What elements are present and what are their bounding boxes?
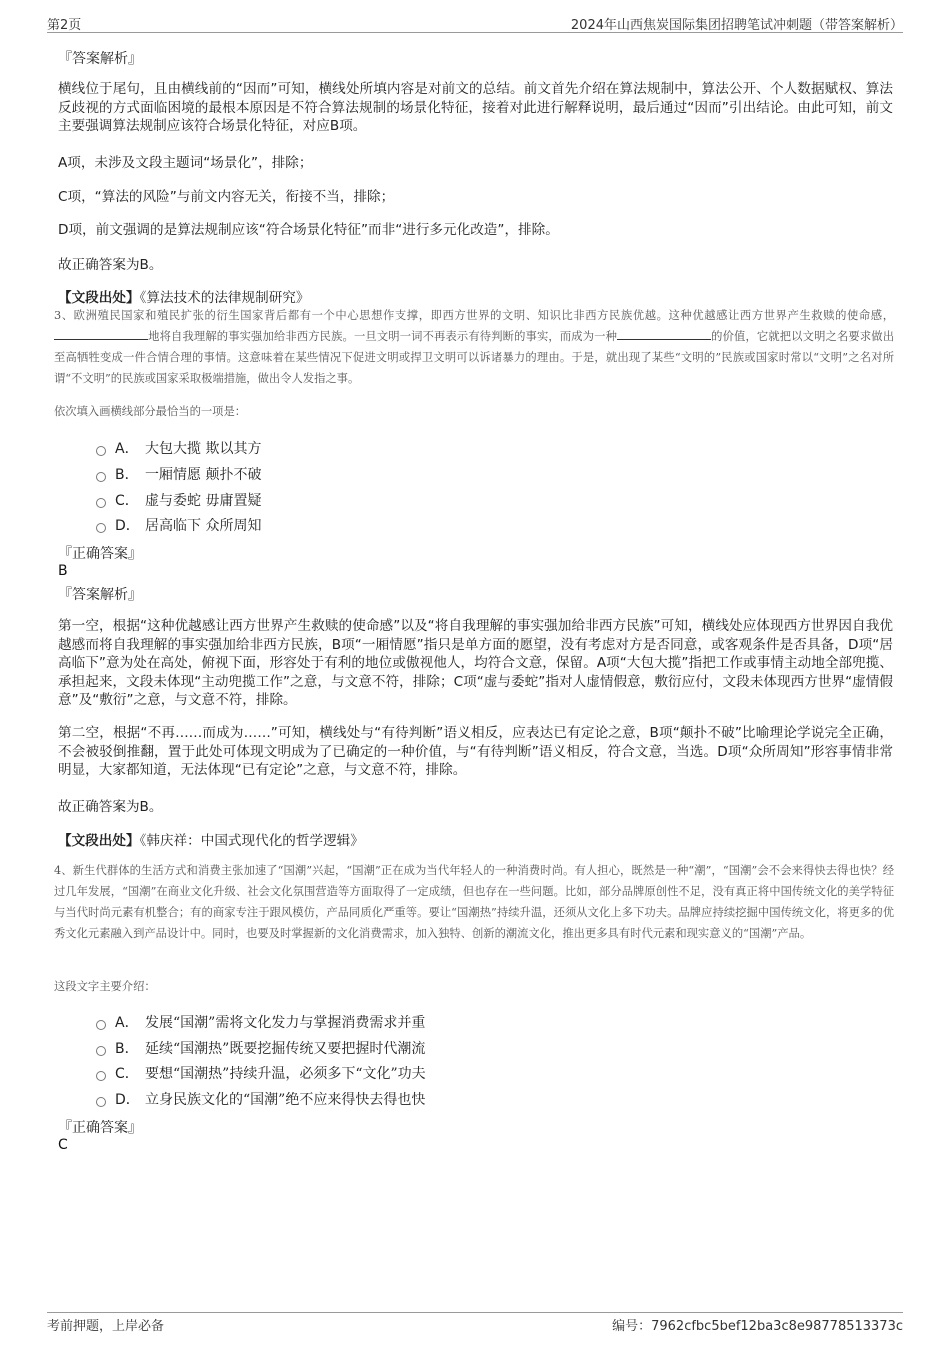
q3-analysis-1: 第一空，根据“这种优越感让西方世界产生救赎的使命感”以及“将自我理解的事实强加给非西方民族”可知，横线处应体现西方世界因自我优越感而将自我理解的事实强加给非西方民族，B项“一厢情愿”指只是单方面的愿望，没有考虑对方是否同意，或客观条件是否具备，D项“居高临下”意为处在高处，俯视下面，形容处于有利的地位或傲视他人，均符合文意，保留。A项“大包大揽”指把工作或事情主动地全部兜揽、承担起来，文段未体现“主动兜揽工作”之意，与文意不符，排除；C项“虚与委蛇”指对人虚情假意，敷衍应付，文段未体现西方世界“虚情假意”及“敷衍”之意，与文意不符，排除。 — [58, 618, 893, 708]
page-number: 第2页 — [47, 18, 82, 33]
q2-source — [58, 286, 309, 306]
q3-text-part1: 3、欧洲殖民国家和殖民扩张的衍生国家背后都有一个中心思想作支撑，即西方世界的文明、知识比非西方民族优越。这种优越感让西方世界产生救赎的使命感， — [54, 309, 894, 322]
page-footer — [47, 1312, 903, 1333]
radio-icon[interactable] — [96, 498, 106, 508]
radio-icon[interactable] — [96, 446, 106, 456]
q3-prompt: 依次填入画横线部分最恰当的一项是： — [54, 405, 247, 418]
document-code: 编号：7962cfbc5bef12ba3c8e98778513373c — [612, 1319, 903, 1334]
q3-option-d[interactable]: D． 居高临下 众所周知 — [96, 515, 261, 535]
radio-icon[interactable] — [96, 1046, 106, 1056]
q4-answer: C — [58, 1137, 68, 1153]
q4-prompt: 这段文字主要介绍： — [54, 980, 156, 993]
q3-answer: B — [58, 563, 68, 579]
q2-option-a-note: A项，未涉及文段主题词“场景化”，排除； — [58, 155, 313, 171]
q2-option-c-note: C项，“算法的风险”与前文内容无关，衔接不当，排除； — [58, 189, 395, 205]
radio-icon[interactable] — [96, 1020, 106, 1030]
page-header — [47, 12, 903, 33]
q3-answer-tag: 『正确答案』 — [58, 546, 142, 562]
q4-option-c[interactable]: C． 要想“国潮热”持续升温，必须多下“文化”功夫 — [96, 1063, 426, 1083]
footer-slogan: 考前押题，上岸必备 — [47, 1319, 165, 1334]
q3-source — [58, 829, 364, 849]
q3-option-c[interactable]: C． 虚与委蛇 毋庸置疑 — [96, 490, 261, 510]
document-title: 2024年山西焦炭国际集团招聘笔试冲刺题（带答案解析） — [570, 18, 903, 33]
q3-text-part3: 的价值，它就把以文明之名要求做出至高牺牲变成一件合情合理的事情。这意味着在某些情况下促进文明或捍卫文明可以诉诸暴力的理由。于是，就出现了某些“文明的”民族或国家时常以“文明”之名对所谓“不文明”的民族或国家采取极端措施，做出令人发指之事。 — [54, 330, 894, 385]
radio-icon[interactable] — [96, 1097, 106, 1107]
q3-source-label: 【文段出处】 — [58, 833, 140, 849]
q3-blank-1 — [54, 327, 148, 340]
q3-conclusion: 故正确答案为B。 — [58, 799, 163, 815]
radio-icon[interactable] — [96, 472, 106, 482]
q2-option-d-note: D项，前文强调的是算法规制应该“符合场景化特征”而非“进行多元化改造”，排除。 — [58, 222, 559, 238]
q4-question-text: 4、新生代群体的生活方式和消费主张加速了“国潮”兴起，“国潮”正在成为当代年轻人的一种消费时尚。有人担心，既然是一种“潮”，“国潮”会不会来得快去得也快？经过几年发展，“国潮”在商业文化升级、社会文化氛围营造等方面取得了一定成绩，但也存在一些问题。比如，部分品牌原创性不足，没有真正将中国传统文化的美学特征与当代时尚元素有机整合；有的商家专注于跟风模仿，产品同质化严重等。要让“国潮热”持续升温，还须从文化上多下功夫。品牌应持续挖掘中国传统文化，将更多的优秀文化元素融入到产品设计中。同时，也要及时掌握新的文化消费需求，加入独特、创新的潮流文化，推出更多具有时代元素和现实意义的“国潮”产品。 — [54, 864, 894, 940]
q3-analysis-tag: 『答案解析』 — [58, 587, 142, 603]
q3-option-a[interactable]: A． 大包大揽 欺以其方 — [96, 438, 261, 458]
q3-source-title: 《韩庆祥：中国式现代化的哲学逻辑》 — [139, 833, 364, 849]
q2-source-label: 【文段出处】 — [58, 290, 140, 306]
q4-option-b[interactable]: B． 延续“国潮热”既要挖掘传统又要把握时代潮流 — [96, 1038, 425, 1058]
q2-source-title: 《算法技术的法律规制研究》 — [139, 290, 310, 306]
q3-analysis-2: 第二空，根据“不再……而成为……”可知，横线处与“有待判断”语义相反，应表达已有定论之意，B项“颠扑不破”比喻理论学说完全正确，不会被驳倒推翻，置于此处可体现文明成为了已确定的一种价值，与“有待判断”语义相反，符合文意，当选。D项“众所周知”形容事情非常明显，大家都知道，无法体现“已有定论”之意，与文意不符，排除。 — [58, 725, 893, 778]
q4-option-a[interactable]: A． 发展“国潮”需将文化发力与掌握消费需求并重 — [96, 1012, 425, 1032]
q3-option-b[interactable]: B． 一厢情愿 颠扑不破 — [96, 464, 261, 484]
q4-answer-tag: 『正确答案』 — [58, 1120, 142, 1136]
q2-analysis: 横线位于尾句，且由横线前的“因而”可知，横线处所填内容是对前文的总结。前文首先介绍在算法规制中，算法公开、个人数据赋权、算法反歧视的方式面临困境的最根本原因是不符合算法规制的场景化特征，接着对此进行解释说明，最后通过“因而”引出结论。由此可知，前文主要强调算法规制应该符合场景化特征，对应B项。 — [58, 81, 893, 134]
q3-question-text — [54, 305, 894, 389]
radio-icon[interactable] — [96, 1071, 106, 1081]
radio-icon[interactable] — [96, 523, 106, 533]
q4-option-d[interactable]: D． 立身民族文化的“国潮”绝不应来得快去得也快 — [96, 1089, 425, 1109]
q2-conclusion: 故正确答案为B。 — [58, 257, 163, 273]
q2-analysis-tag: 『答案解析』 — [58, 51, 142, 67]
q3-text-part2: 地将自我理解的事实强加给非西方民族。一旦文明一词不再表示有待判断的事实，而成为一种 — [148, 330, 618, 343]
q3-blank-2 — [617, 327, 711, 340]
